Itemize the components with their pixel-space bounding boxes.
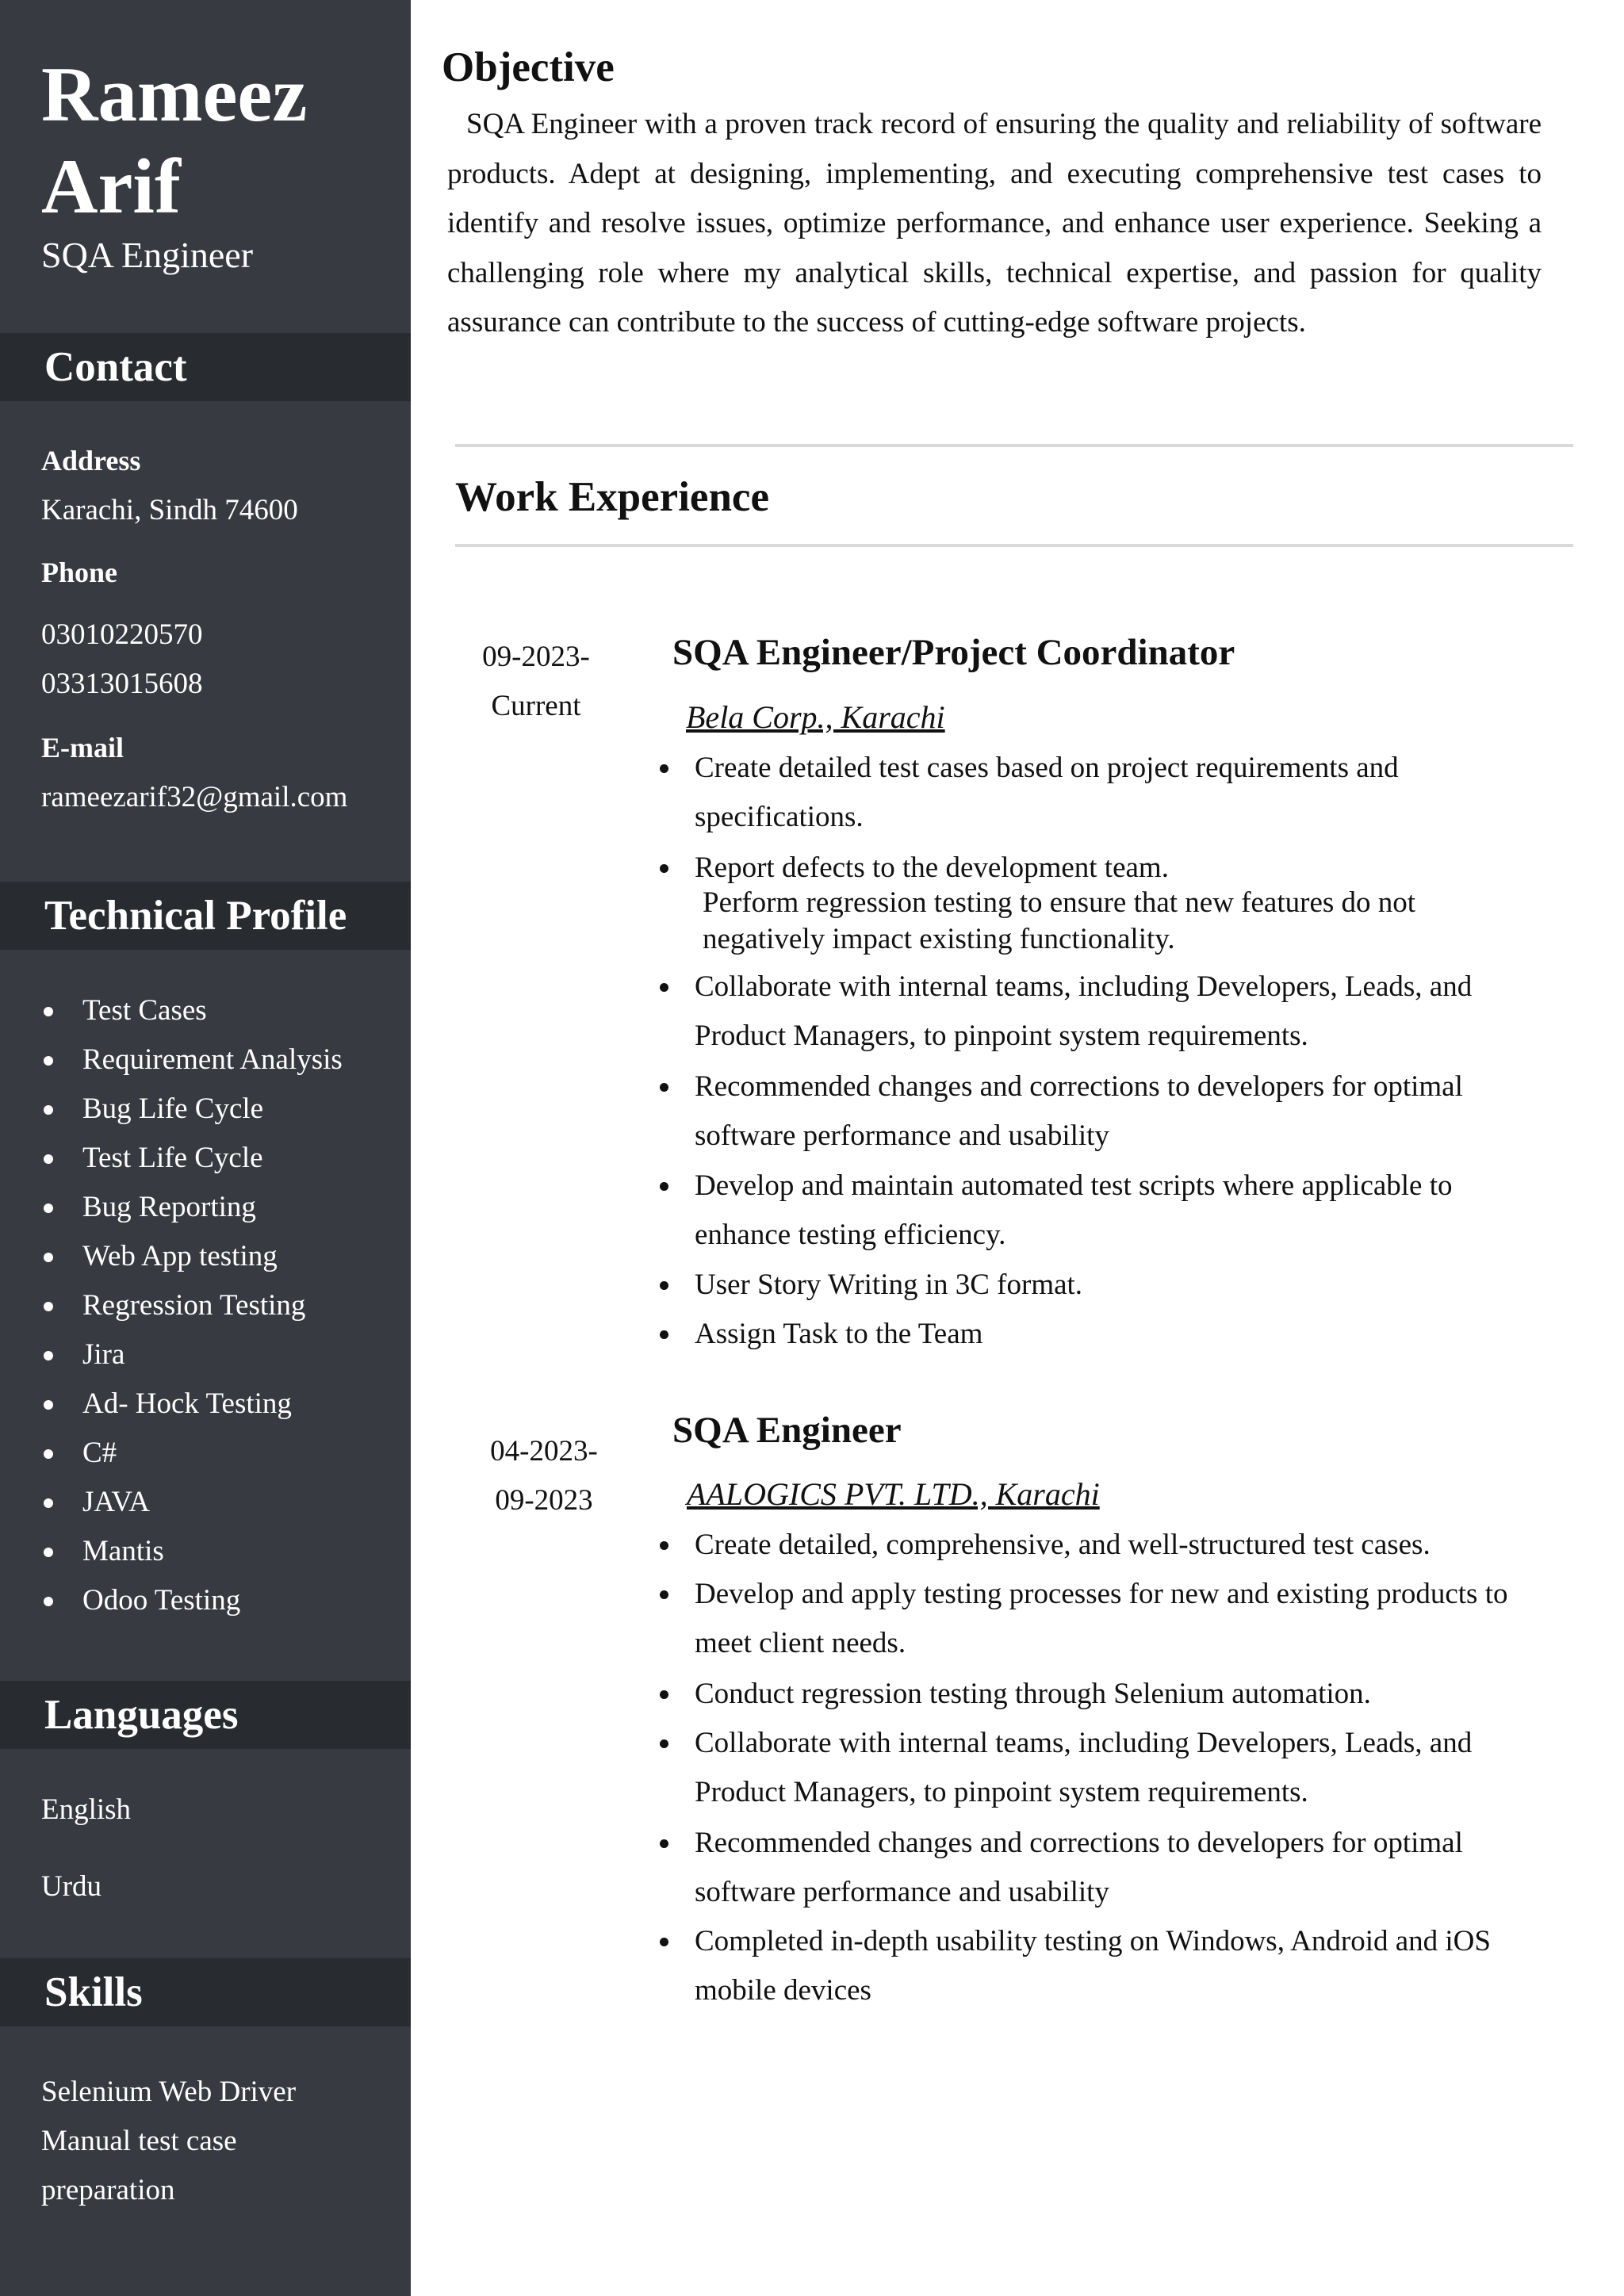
job-bullet-text: Create detailed test cases based on project requirements and specifications. [695,752,1399,833]
phone-primary[interactable]: 03010220570 [41,618,203,651]
list-item: Test Cases [0,993,343,1042]
skills-heading: Skills [44,1969,143,2015]
job-bullet-text: Collaborate with internal teams, including Developers, Leads, and Product Managers, to pinpoint system requirements. [695,970,1473,1052]
email-link[interactable]: rameezarif32@gmail.com [41,781,348,813]
phone-label: Phone [41,557,118,588]
job-bullet-text: Conduct regression testing through Selenium automation. [695,1678,1371,1710]
job-title: SQA Engineer/Project Coordinator [672,632,1235,673]
job-bullet [695,1062,1527,1161]
bullet-dot [660,1590,668,1599]
bullet-dot [660,1690,668,1699]
list-item: Test Life Cycle [0,1140,343,1189]
job-bullet [695,1719,1527,1817]
bullet-dot [660,1739,668,1748]
job-bullet-text: Develop and apply testing processes for new and existing products to meet client needs. [695,1578,1508,1659]
technical-profile-section-header [0,882,411,950]
skills-section-header [0,1958,411,2026]
job-bullet [695,744,1527,842]
company-name: Bela Corp., Karachi [686,699,945,735]
skills-list [41,2068,296,2215]
job-bullet-text: Recommended changes and corrections to developers for optimal software performance and usability [695,1070,1463,1152]
list-item: Bug Life Cycle [0,1091,343,1140]
job-bullet-text: Completed in-depth usability testing on Windows, Android and iOS mobile devices [695,1925,1491,2007]
job-bullet [695,1570,1527,1668]
job-bullet-text: Collaborate with internal teams, including Developers, Leads, and Product Managers, to pinpoint system requirements. [695,1727,1473,1808]
list-item: Jira [0,1337,343,1386]
job-bullet-text: Report defects to the development team. [695,851,1169,884]
job-date [465,1427,623,1525]
job-bullet [695,1670,1527,1719]
sidebar [0,0,411,2296]
address-value: Karachi, Sindh 74600 [41,494,298,526]
bullet-dot [660,864,668,873]
job-bullet [695,1819,1527,1917]
list-item: JAVA [0,1484,343,1533]
bullet-dot [660,1083,668,1092]
phone-secondary[interactable]: 03313015608 [41,668,203,700]
last-name: Arif [41,144,181,230]
divider [455,444,1573,447]
objective-text: SQA Engineer with a proven track record of ensuring the quality and reliability of software products. Adept at designing, implementing, and executing comprehensive test cases to identify and resolve issues, optimize performance, and enhance user experience. Seeking a challenging role where my analytical skills, technical expertise, and passion for quality assurance can contribute to the success of cutting-edge software projects. [447,108,1542,339]
list-item: Requirement Analysis [0,1042,343,1091]
list-item: Mantis [0,1533,343,1582]
company-name: AALOGICS PVT. LTD., Karachi [687,1476,1100,1512]
divider [455,544,1573,547]
skill-line: Selenium Web Driver [41,2076,297,2108]
technical-profile-list [0,993,343,1632]
bullet-dot [660,983,668,992]
job-date-start: 04-2023- [490,1435,598,1468]
bullet-dot [660,1938,668,1946]
address-label: Address [41,445,141,476]
candidate-title: SQA Engineer [41,235,254,275]
job-bullet-text: Assign Task to the Team [695,1318,983,1350]
job-bullet [695,1261,1527,1310]
job-date-start: 09-2023- [482,641,590,673]
first-name: Rameez [41,52,308,138]
list-item: Web App testing [0,1238,343,1288]
job-date [457,633,615,731]
list-item: Bug Reporting [0,1189,343,1238]
bullet-dot [660,1839,668,1848]
email-label: E-mail [41,732,124,763]
bullet-dot [660,1182,668,1191]
work-experience-heading: Work Experience [455,474,769,520]
job-bullet-continuation: Perform regression testing to ensure that new features do not negatively impact existing functionality. [703,886,1416,955]
list-item: Odoo Testing [0,1582,343,1632]
job-bullet [695,1521,1527,1570]
list-item: C# [0,1435,343,1484]
job-bullet [695,1161,1527,1260]
bullet-dot [660,1330,668,1339]
bullet-dot [660,1541,668,1550]
languages-section-header [0,1681,411,1749]
job-bullet [695,1310,1527,1359]
job-bullet-text: Recommended changes and corrections to developers for optimal software performance and usability [695,1827,1463,1908]
contact-heading: Contact [44,344,187,390]
list-item: Ad- Hock Testing [0,1386,343,1435]
job-bullet-text: Develop and maintain automated test scripts where applicable to enhance testing efficiency. [695,1169,1453,1251]
skill-line: Manual test case [41,2125,237,2157]
language-item: English [41,1793,132,1826]
language-item: Urdu [41,1870,102,1903]
list-item: Regression Testing [0,1288,343,1337]
bullet-dot [660,764,668,773]
bullet-dot [660,1281,668,1290]
contact-section-header [0,333,411,401]
job-bullet-text: User Story Writing in 3C format. [695,1269,1083,1301]
job-bullet [695,1917,1527,2015]
job-bullet-text: Create detailed, comprehensive, and well-structured test cases. [695,1529,1431,1561]
objective-heading: Objective [442,44,615,90]
job-title: SQA Engineer [672,1410,902,1451]
technical-profile-heading: Technical Profile [44,893,347,939]
job-bullet [695,962,1527,1061]
skill-line: preparation [41,2174,175,2206]
job-date-end: Current [491,690,581,722]
languages-heading: Languages [44,1692,239,1738]
job-bullet [695,850,1527,886]
job-date-end: 09-2023 [495,1484,593,1517]
candidate-name [41,49,406,233]
